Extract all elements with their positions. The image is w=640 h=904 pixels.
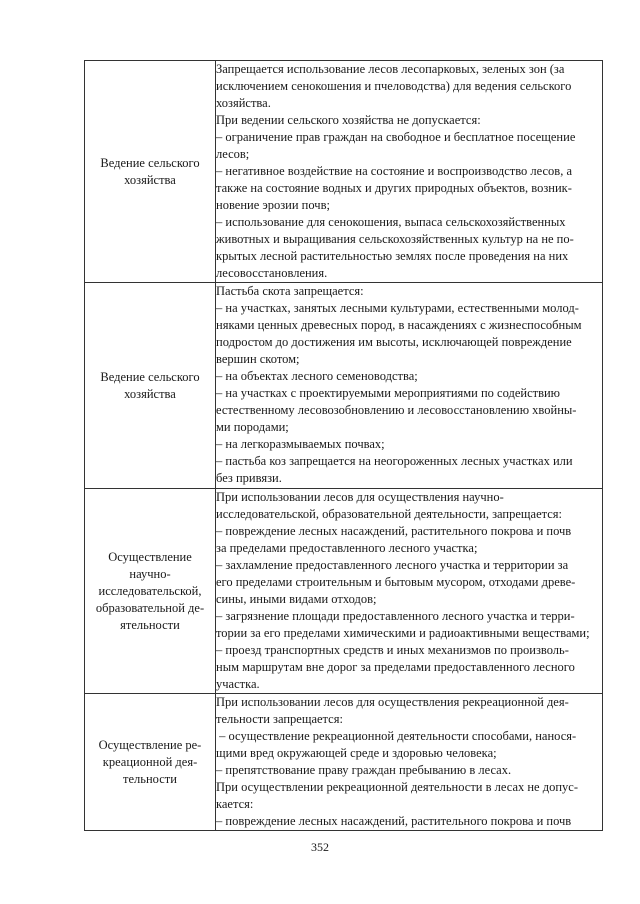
label-line: хозяйства — [124, 386, 176, 401]
label-line: Ведение сельского — [100, 155, 200, 170]
text-line: – на участках с проектируемыми мероприятиями по содействию — [216, 386, 561, 400]
text-line: – повреждение лесных насаждений, растительного покрова и почв — [216, 814, 572, 828]
label-line: Осуществление ре- — [98, 737, 202, 752]
text-line: тории за его пределами химическими и радиоактивными веществами; — [216, 626, 590, 640]
text-line: – осуществление рекреационной деятельности способами, нанося- — [216, 729, 577, 743]
page-number: 352 — [311, 840, 329, 854]
regulations-table — [84, 60, 603, 831]
label-line: научно- — [129, 566, 171, 581]
text-line: лесов; — [216, 147, 250, 161]
activity-label-cell — [85, 61, 216, 283]
text-line: кается: — [216, 797, 254, 811]
text-line: При ведении сельского хозяйства не допускается: — [216, 113, 481, 127]
text-line: хозяйства. — [216, 96, 271, 110]
text-line: тельности запрещается: — [216, 712, 343, 726]
text-line: исследовательской, образовательной деятельности, запрещается: — [216, 507, 563, 521]
text-line: вершин скотом; — [216, 352, 300, 366]
text-line: При использовании лесов для осуществления научно- — [216, 490, 504, 504]
label-line: исследовательской, — [98, 583, 202, 598]
text-line: щими вред окружающей среде и здоровью человека; — [216, 746, 497, 760]
activity-label-cell — [85, 694, 216, 831]
label-line: Ведение сельского — [100, 369, 200, 384]
text-line: При использовании лесов для осуществления рекреационной дея- — [216, 695, 569, 709]
activity-label-cell — [85, 283, 216, 489]
text-line: – ограничение прав граждан на свободное и бесплатное посещение — [216, 130, 576, 144]
text-line: крытых лесной растительностью землях после проведения на них — [216, 249, 569, 263]
text-line: подростом до достижения им высоты, исключающей повреждение — [216, 335, 572, 349]
text-line: Запрещается использование лесов лесопарковых, зеленых зон (за — [216, 62, 565, 76]
text-line: новение эрозии почв; — [216, 198, 330, 212]
table-row — [85, 489, 603, 694]
label-line: креационной дея- — [102, 754, 198, 769]
text-line: Пастьба скота запрещается: — [216, 284, 364, 298]
text-line: лесовосстановления. — [216, 266, 328, 280]
text-line: – пастьба коз запрещается на неогороженных лесных участках или — [216, 454, 573, 468]
text-line: без привязи. — [216, 471, 282, 485]
text-line: участка. — [216, 677, 260, 691]
text-line: – негативное воздействие на состояние и воспроизводство лесов, а — [216, 164, 572, 178]
text-line: его пределами строительным и бытовым мусором, отходами древе- — [216, 575, 576, 589]
table-row — [85, 61, 603, 283]
text-line: – на участках, занятых лесными культурами, естественными молод- — [216, 301, 579, 315]
requirements-cell — [216, 694, 603, 831]
label-line: ятельности — [120, 617, 180, 632]
text-line: сины, иными видами отходов; — [216, 592, 377, 606]
label-line: образовательной де- — [95, 600, 205, 615]
text-line: животных и выращивания сельскохозяйственных культур на не по- — [216, 232, 574, 246]
text-line: – захламление предоставленного лесного участка и территории за — [216, 558, 569, 572]
requirements-cell — [216, 61, 603, 283]
text-line: ми породами; — [216, 420, 289, 434]
text-line: – загрязнение площади предоставленного лесного участка и терри- — [216, 609, 575, 623]
text-line: – проезд транспортных средств и иных механизмов по произволь- — [216, 643, 569, 657]
text-line: – использование для сенокошения, выпаса сельскохозяйственных — [216, 215, 566, 229]
text-line: ным маршрутам вне дорог за пределами предоставленного лесного — [216, 660, 575, 674]
table-row — [85, 283, 603, 489]
text-line: – повреждение лесных насаждений, растительного покрова и почв — [216, 524, 572, 538]
label-line: хозяйства — [124, 172, 176, 187]
label-line: Осуществление — [108, 549, 192, 564]
text-line: няками ценных древесных пород, в насаждениях с жизнеспособным — [216, 318, 582, 332]
label-line: тельности — [123, 771, 177, 786]
text-line: – на объектах лесного семеноводства; — [216, 369, 418, 383]
text-line: также на состояние водных и других природных объектов, возник- — [216, 181, 572, 195]
text-line: При осуществлении рекреационной деятельности в лесах не допус- — [216, 780, 578, 794]
requirements-cell — [216, 489, 603, 694]
text-line: естественному лесовозобновлению и лесовосстановлению хвойны- — [216, 403, 577, 417]
text-line: – препятствование праву граждан пребыванию в лесах. — [216, 763, 512, 777]
text-line: исключением сенокошения и пчеловодства) для ведения сельского — [216, 79, 572, 93]
text-line: за пределами предоставленного лесного участка; — [216, 541, 478, 555]
table-row — [85, 694, 603, 831]
text-line: – на легкоразмываемых почвах; — [216, 437, 385, 451]
requirements-cell — [216, 283, 603, 489]
activity-label-cell — [85, 489, 216, 694]
